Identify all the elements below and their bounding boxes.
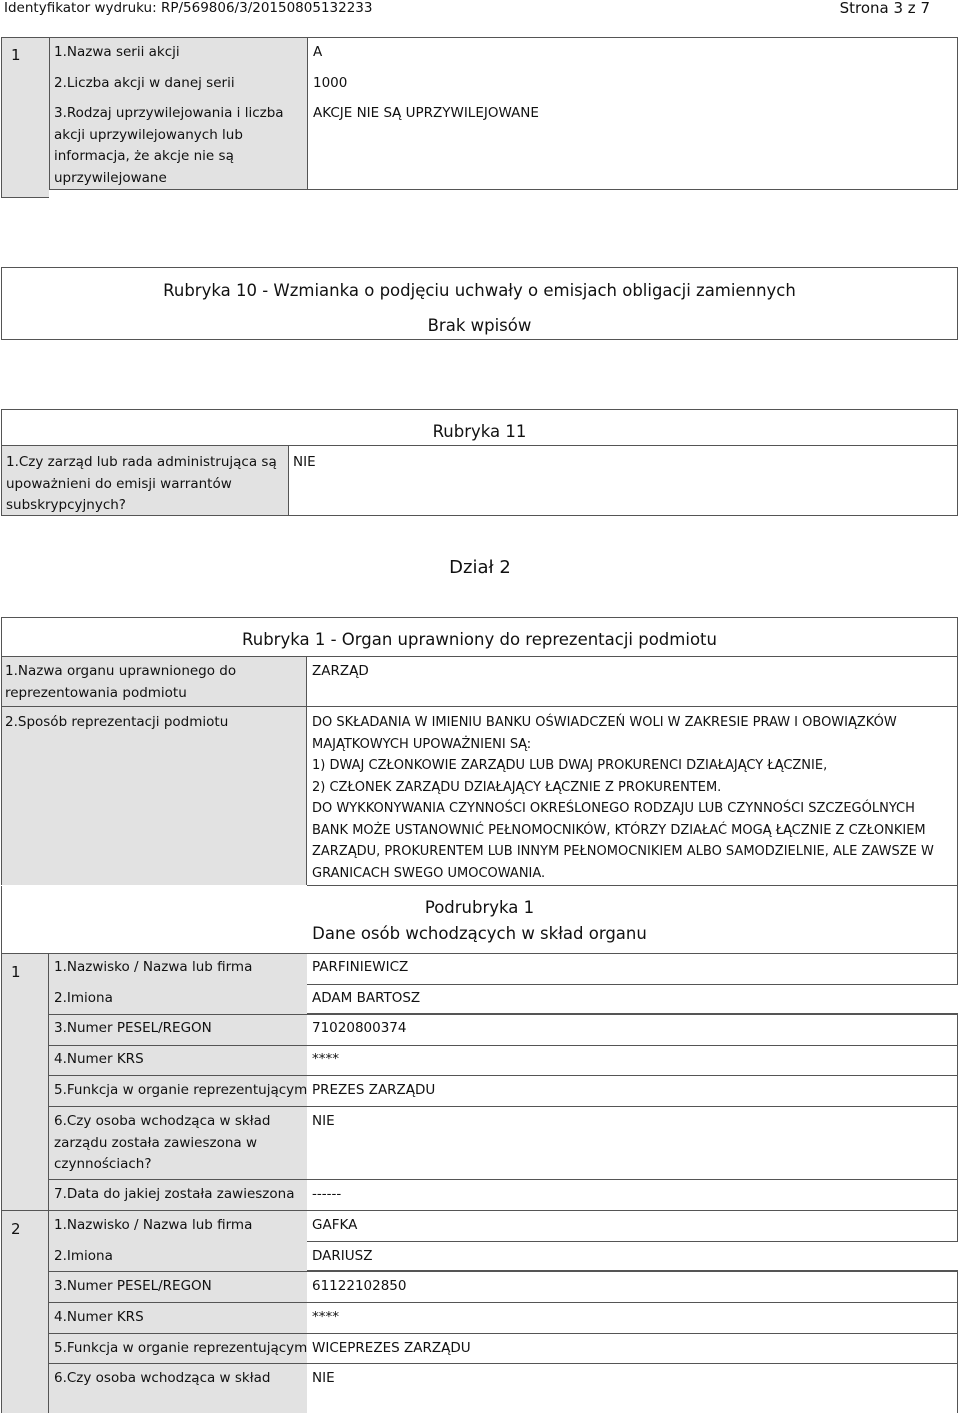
row-line — [49, 1363, 958, 1364]
row-line — [49, 1179, 958, 1180]
subrubric-1-title: Podrubryka 1 — [424, 898, 535, 917]
privilege-label: 3.Rodzaj uprzywilejowania i liczba akcji uprzywilejowanych lub informacja, że akcje nie są uprzywilejowane — [54, 105, 284, 186]
person-2-surname-label: 1.Nazwisko / Nazwa lub firma — [54, 1217, 253, 1233]
person-1-until: ------ — [312, 1186, 342, 1202]
person-2-names-row — [307, 1241, 958, 1271]
person-2-suspended: NIE — [312, 1370, 335, 1386]
person-1-until-label: 7.Data do jakiej została zawieszona — [54, 1186, 295, 1202]
page-number: Strona 3 z 7 — [839, 0, 930, 17]
person-1-pesel: 71020800374 — [312, 1020, 407, 1036]
division-title: Dział 2 — [449, 557, 511, 578]
shares-index: 1 — [11, 46, 21, 64]
shares-index-cell — [1, 37, 49, 198]
warrants-value: NIE — [293, 454, 316, 470]
person-1-index: 1 — [11, 963, 21, 981]
row-line — [49, 1210, 958, 1211]
person-1-suspended: NIE — [312, 1113, 335, 1129]
representation-label: 2.Sposób reprezentacji podmiotu — [5, 714, 229, 730]
person-2-names-label: 2.Imiona — [54, 1248, 113, 1264]
representation-value: DO SKŁADANIA W IMIENIU BANKU OŚWIADCZEŃ WOLI W ZAKRESIE PRAW I OBOWIĄZKÓW MAJĄTKOWYCH UPOWAŻNIENI SĄ: 1) DWAJ CZŁONKOWIE ZARZĄDU LUB DWAJ PROKURENCI DZIAŁAJĄCY ŁĄCZNIE, 2) CZŁONEK ZARZĄDU DZIAŁAJĄCY ŁĄCZNIE Z PROKURENTEM. DO WYKKONYWANIA CZYNNOŚCI OKREŚLONEGO RODZAJU LUB CZYNNOŚCI SZCZEGÓLNYCH BANK MOŻE USTANOWNIĆ PEŁNOMOCNIKÓW, KTÓRZY DZIAŁAĆ MOGĄ ŁĄCZNIE Z CZŁONKIEM ZARZĄDU, PROKURENTEM LUB INNYM PEŁNOMOCNIKIEM ALBO SAMODZIELNIE, ALE ZAWSZE W GRANICACH SWEGO UMOCOWANIA. — [312, 715, 934, 881]
rubric-11-title: Rubryka 11 — [432, 422, 527, 441]
person-1-names: ADAM BARTOSZ — [312, 990, 421, 1006]
person-2-pesel-label: 3.Numer PESEL/REGON — [54, 1278, 212, 1294]
shares-bottom-line — [49, 189, 958, 190]
warrants-label-cell — [1, 445, 289, 516]
person-1-surname-label: 1.Nazwisko / Nazwa lub firma — [54, 959, 253, 975]
subrubric-1-subtitle: Dane osób wchodzących w skład organu — [312, 924, 647, 943]
person-2-index: 2 — [11, 1220, 21, 1238]
subrubric-1-header — [1, 886, 958, 953]
person-1-surname: PARFINIEWICZ — [312, 959, 409, 975]
person-1-krs-label: 4.Numer KRS — [54, 1051, 144, 1067]
person-2-krs: **** — [312, 1309, 339, 1325]
person-2-index-cell — [1, 1210, 49, 1413]
share-count-value: 1000 — [313, 75, 348, 91]
series-name-label: 1.Nazwa serii akcji — [54, 44, 180, 60]
rubric-11-header — [1, 409, 958, 445]
row-line — [49, 1302, 958, 1303]
share-count-label: 2.Liczba akcji w danej serii — [54, 75, 235, 91]
person-2-function-label: 5.Funkcja w organie reprezentującym — [54, 1340, 308, 1356]
row-line — [49, 1045, 958, 1046]
rubric-1-title: Rubryka 1 - Organ uprawniony do reprezentacji podmiotu — [242, 630, 717, 649]
print-identifier: Identyfikator wydruku: RP/569806/3/20150805132233 — [4, 0, 373, 16]
person-1-function-label: 5.Funkcja w organie reprezentującym — [54, 1082, 308, 1098]
person-1-krs: **** — [312, 1051, 339, 1067]
rubric-1-row-divider — [1, 706, 958, 707]
person-1-pesel-label: 3.Numer PESEL/REGON — [54, 1020, 212, 1036]
rubric-1-header — [1, 617, 958, 656]
person-1-suspended-label: 6.Czy osoba wchodząca w skład zarządu została zawieszona w czynnościach? — [54, 1113, 271, 1172]
person-1-index-cell — [1, 953, 49, 1210]
organ-name-label: 1.Nazwa organu uprawnionego do reprezentowania podmiotu — [5, 663, 237, 701]
row-line — [49, 1333, 958, 1334]
person-1-function: PREZES ZARZĄDU — [312, 1082, 436, 1098]
warrants-label: 1.Czy zarząd lub rada administrująca są upoważnieni do emisji warrantów subskrypcyjnych? — [6, 454, 277, 513]
privilege-value: AKCJE NIE SĄ UPRZYWILEJOWANE — [313, 105, 539, 121]
person-2-surname: GAFKA — [312, 1217, 358, 1233]
person-2-krs-label: 4.Numer KRS — [54, 1309, 144, 1325]
person-2-names: DARIUSZ — [312, 1248, 373, 1264]
row-line — [49, 1014, 958, 1015]
person-2-function: WICEPREZES ZARZĄDU — [312, 1340, 471, 1356]
persons-top-line — [49, 953, 958, 954]
row-line — [49, 1106, 958, 1107]
organ-name-value: ZARZĄD — [312, 663, 369, 679]
warrants-value-cell — [289, 445, 958, 516]
rubric-10-box — [1, 267, 958, 340]
rubric-10-status: Brak wpisów — [427, 316, 532, 335]
rubric-10-title: Rubryka 10 - Wzmianka o podjęciu uchwały o emisjach obligacji zamiennych — [163, 281, 796, 300]
person-1-names-label: 2.Imiona — [54, 990, 113, 1006]
row-line — [49, 1075, 958, 1076]
person-2-suspended-label: 6.Czy osoba wchodząca w skład — [54, 1370, 271, 1386]
row-line — [49, 1271, 958, 1272]
series-name-value: A — [313, 44, 323, 60]
person-2-pesel: 61122102850 — [312, 1278, 407, 1294]
